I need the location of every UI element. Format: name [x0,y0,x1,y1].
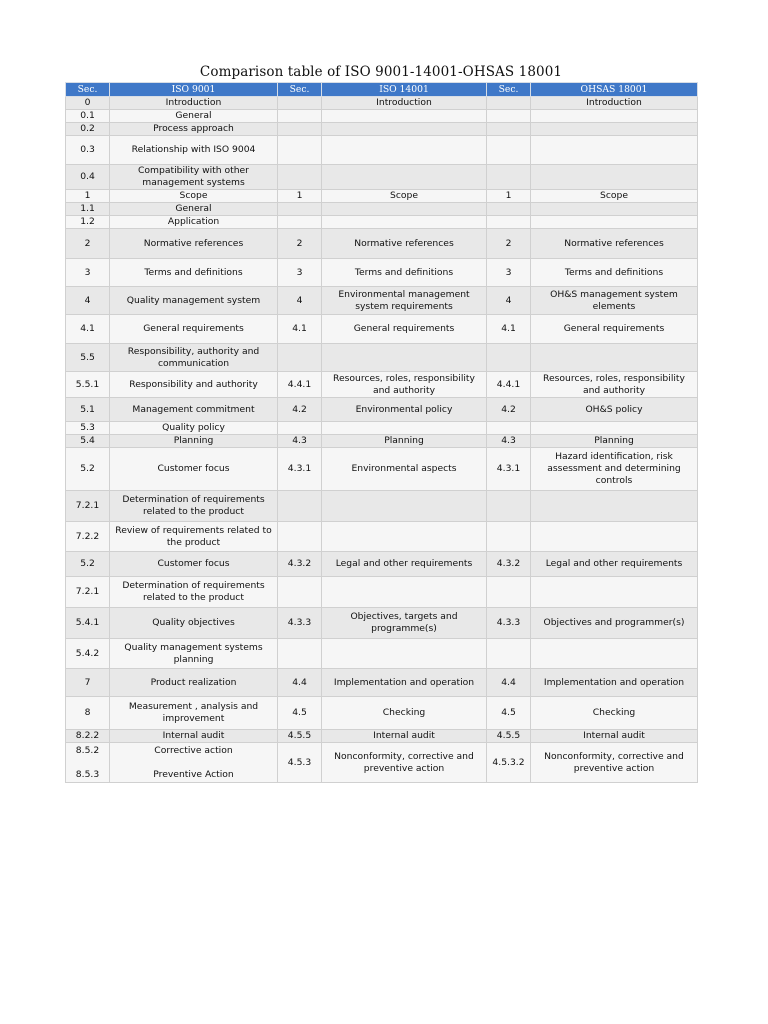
ohsas18001-clause-cell: Objectives and programmer(s) [531,608,698,639]
iso14001-clause-cell: Environmental aspects [322,448,487,491]
iso14001-clause-cell: Resources, roles, responsibility and authority [322,372,487,398]
iso14001-clause-cell: Objectives, targets and programme(s) [322,608,487,639]
ohsas18001-clause-cell [531,123,698,136]
table-row [66,229,698,259]
ohsas18001-clause-cell [531,577,698,608]
table-row [66,639,698,669]
table-row [66,97,698,110]
column-header: ISO 14001 [322,83,487,97]
ohsas18001-section-cell [487,639,531,669]
iso14001-clause-cell: Introduction [322,97,487,110]
iso14001-section-cell [278,136,322,165]
ohsas18001-section-cell [487,123,531,136]
iso9001-section-cell: 5.1 [66,398,110,422]
iso14001-clause-cell [322,639,487,669]
ohsas18001-clause-cell [531,422,698,435]
table-row [66,216,698,229]
iso14001-section-cell: 4.1 [278,315,322,344]
iso9001-section-cell: 1.2 [66,216,110,229]
iso9001-section-cell: 7.2.2 [66,522,110,552]
iso14001-clause-cell [322,216,487,229]
ohsas18001-clause-cell: Scope [531,190,698,203]
iso9001-clause-cell: Terms and definitions [110,259,278,287]
ohsas18001-section-cell [487,203,531,216]
iso9001-section-cell: 0.4 [66,165,110,190]
iso14001-section-cell [278,639,322,669]
table-row [66,422,698,435]
iso9001-clause-cell: Quality objectives [110,608,278,639]
table-row [66,577,698,608]
table-row [66,165,698,190]
iso9001-section-cell: 5.4.2 [66,639,110,669]
iso9001-section-cell: 5.5.1 [66,372,110,398]
iso14001-clause-cell [322,577,487,608]
iso9001-section-cell [66,743,110,783]
ohsas18001-section-cell: 4.5.3.2 [487,743,531,783]
iso9001-clause-cell: Customer focus [110,552,278,577]
iso9001-section-cell: 3 [66,259,110,287]
iso14001-section-cell: 3 [278,259,322,287]
iso9001-section-cell: 7.2.1 [66,577,110,608]
iso9001-section-cell: 0.3 [66,136,110,165]
iso14001-clause-cell: Environmental management system requirements [322,287,487,315]
table-row [66,491,698,522]
ohsas18001-section-cell: 4.3.2 [487,552,531,577]
iso9001-section-cell: 1.1 [66,203,110,216]
iso9001-clause-cell: Application [110,216,278,229]
iso9001-section-cell: 4.1 [66,315,110,344]
table-row [66,190,698,203]
ohsas18001-section-cell [487,422,531,435]
ohsas18001-section-cell: 4.5.5 [487,730,531,743]
iso9001-clause-cell: Normative references [110,229,278,259]
iso14001-clause-cell: Environmental policy [322,398,487,422]
iso14001-section-cell: 4.4 [278,669,322,697]
iso9001-section-cell: 8 [66,697,110,730]
table-row [66,697,698,730]
iso14001-section-cell: 4.3.3 [278,608,322,639]
ohsas18001-clause-cell: Introduction [531,97,698,110]
ohsas18001-section-cell [487,136,531,165]
iso14001-clause-cell [322,522,487,552]
table-row [66,259,698,287]
column-header: Sec. [487,83,531,97]
table-row [66,315,698,344]
ohsas18001-clause-cell: Hazard identification, risk assessment and determining controls [531,448,698,491]
iso9001-section-cell: 7.2.1 [66,491,110,522]
iso14001-section-cell: 4.5 [278,697,322,730]
iso9001-clause-cell: Compatibility with other management systems [110,165,278,190]
iso14001-clause-cell [322,491,487,522]
ohsas18001-section-cell: 4.4.1 [487,372,531,398]
iso9001-section-cell: 7 [66,669,110,697]
iso9001-section-cell: 5.4 [66,435,110,448]
iso14001-clause-cell: Legal and other requirements [322,552,487,577]
table-row [66,435,698,448]
iso14001-section-cell [278,344,322,372]
column-header: Sec. [278,83,322,97]
iso14001-clause-cell: Checking [322,697,487,730]
ohsas18001-clause-cell: Nonconformity, corrective and preventive action [531,743,698,783]
iso9001-clause-cell: Customer focus [110,448,278,491]
ohsas18001-clause-cell: Normative references [531,229,698,259]
iso9001-clause-cell: Quality management system [110,287,278,315]
iso14001-clause-cell: General requirements [322,315,487,344]
ohsas18001-section-cell [487,491,531,522]
table-row [66,730,698,743]
ohsas18001-clause-cell: Resources, roles, responsibility and authority [531,372,698,398]
iso9001-section-cell: 5.3 [66,422,110,435]
ohsas18001-clause-cell [531,522,698,552]
iso14001-clause-cell: Nonconformity, corrective and preventive action [322,743,487,783]
iso14001-clause-cell [322,123,487,136]
ohsas18001-section-cell [487,577,531,608]
iso14001-section-cell [278,97,322,110]
ohsas18001-clause-cell: Internal audit [531,730,698,743]
table-row [66,448,698,491]
iso14001-section-cell [278,577,322,608]
iso14001-clause-cell [322,203,487,216]
iso9001-section-cell: 1 [66,190,110,203]
iso9001-clause-cell: Review of requirements related to the product [110,522,278,552]
table-row [66,398,698,422]
column-header: Sec. [66,83,110,97]
ohsas18001-clause-cell [531,491,698,522]
iso9001-clause-cell: Scope [110,190,278,203]
ohsas18001-clause-cell [531,639,698,669]
ohsas18001-section-cell: 4.3 [487,435,531,448]
iso14001-section-cell: 4.2 [278,398,322,422]
iso9001-clause-cell: Product realization [110,669,278,697]
ohsas18001-clause-cell: General requirements [531,315,698,344]
comparison-table [65,82,698,783]
iso9001-section-cell: 0.1 [66,110,110,123]
iso14001-section-cell: 4.3 [278,435,322,448]
iso14001-section-cell [278,165,322,190]
ohsas18001-section-cell: 4 [487,287,531,315]
table-row [66,608,698,639]
iso9001-section-cell: 5.2 [66,448,110,491]
ohsas18001-section-cell: 2 [487,229,531,259]
iso9001-clause-cell: Internal audit [110,730,278,743]
iso14001-clause-cell [322,344,487,372]
ohsas18001-section-cell: 1 [487,190,531,203]
iso14001-section-cell: 4.5.3 [278,743,322,783]
ohsas18001-clause-cell [531,216,698,229]
ohsas18001-clause-cell [531,110,698,123]
ohsas18001-section-cell: 4.1 [487,315,531,344]
iso14001-section-cell [278,522,322,552]
table-header-row [66,83,698,97]
iso14001-clause-cell: Internal audit [322,730,487,743]
ohsas18001-section-cell [487,165,531,190]
iso9001-clause-cell: Quality policy [110,422,278,435]
iso14001-section-cell: 4.4.1 [278,372,322,398]
table-row [66,522,698,552]
table-row [66,203,698,216]
ohsas18001-clause-cell: Checking [531,697,698,730]
iso9001-clause-cell: Responsibility, authority and communication [110,344,278,372]
ohsas18001-section-cell: 4.4 [487,669,531,697]
iso14001-section-cell [278,216,322,229]
page-title: Comparison table of ISO 9001-14001-OHSAS 18001 [199,64,563,80]
table-row [66,669,698,697]
iso9001-section-cell: 2 [66,229,110,259]
iso9001-clause-cell: General [110,110,278,123]
iso14001-section-cell [278,123,322,136]
iso9001-clause-cell [110,743,278,783]
ohsas18001-clause-cell: Legal and other requirements [531,552,698,577]
ohsas18001-clause-cell: Implementation and operation [531,669,698,697]
table-row [66,110,698,123]
iso9001-section-cell: 0.2 [66,123,110,136]
iso9001-section-cell: 8.2.2 [66,730,110,743]
iso9001-clause-cell: Introduction [110,97,278,110]
ohsas18001-section-cell: 4.2 [487,398,531,422]
ohsas18001-clause-cell: Terms and definitions [531,259,698,287]
ohsas18001-clause-cell: OH&S management system elements [531,287,698,315]
iso9001-clause-cell: Quality management systems planning [110,639,278,669]
iso9001-section-corrective: 8.5.2 [75,744,100,756]
iso9001-section-cell: 5.5 [66,344,110,372]
ohsas18001-section-cell: 4.3.3 [487,608,531,639]
iso14001-section-cell: 2 [278,229,322,259]
iso9001-section-preventive: 8.5.3 [75,768,100,780]
iso9001-clause-cell: Determination of requirements related to the product [110,491,278,522]
iso9001-clause-preventive: Preventive Action [153,768,234,780]
iso9001-clause-corrective: Corrective action [154,744,233,756]
table-row [66,344,698,372]
iso9001-clause-cell: Determination of requirements related to the product [110,577,278,608]
table-row [66,372,698,398]
ohsas18001-section-cell: 4.5 [487,697,531,730]
iso9001-clause-cell: General [110,203,278,216]
iso14001-clause-cell: Planning [322,435,487,448]
table-row [66,552,698,577]
iso9001-section-cell: 5.4.1 [66,608,110,639]
ohsas18001-clause-cell [531,344,698,372]
iso9001-clause-cell: Responsibility and authority [110,372,278,398]
ohsas18001-section-cell [487,216,531,229]
iso14001-section-cell: 4.5.5 [278,730,322,743]
iso14001-clause-cell [322,136,487,165]
iso9001-clause-cell: Planning [110,435,278,448]
iso9001-section-cell: 5.2 [66,552,110,577]
table-row [66,136,698,165]
iso9001-clause-cell: Process approach [110,123,278,136]
iso9001-clause-cell: General requirements [110,315,278,344]
ohsas18001-section-cell: 4.3.1 [487,448,531,491]
iso14001-clause-cell [322,165,487,190]
ohsas18001-section-cell [487,110,531,123]
iso14001-clause-cell [322,422,487,435]
ohsas18001-clause-cell [531,203,698,216]
iso9001-section-cell: 4 [66,287,110,315]
iso9001-clause-cell: Measurement , analysis and improvement [110,697,278,730]
iso14001-section-cell: 4.3.1 [278,448,322,491]
iso14001-section-cell: 4.3.2 [278,552,322,577]
ohsas18001-section-cell [487,97,531,110]
iso14001-section-cell: 1 [278,190,322,203]
table-row [66,743,698,783]
iso14001-clause-cell [322,110,487,123]
table-row [66,287,698,315]
iso9001-clause-cell: Management commitment [110,398,278,422]
ohsas18001-section-cell [487,344,531,372]
iso14001-clause-cell: Implementation and operation [322,669,487,697]
column-header: OHSAS 18001 [531,83,698,97]
iso14001-section-cell: 4 [278,287,322,315]
iso14001-clause-cell: Normative references [322,229,487,259]
table-row [66,123,698,136]
ohsas18001-clause-cell: Planning [531,435,698,448]
column-header: ISO 9001 [110,83,278,97]
ohsas18001-clause-cell: OH&S policy [531,398,698,422]
iso14001-clause-cell: Terms and definitions [322,259,487,287]
iso14001-clause-cell: Scope [322,190,487,203]
iso14001-section-cell [278,422,322,435]
iso14001-section-cell [278,203,322,216]
ohsas18001-section-cell: 3 [487,259,531,287]
iso14001-section-cell [278,491,322,522]
ohsas18001-clause-cell [531,136,698,165]
ohsas18001-section-cell [487,522,531,552]
iso14001-section-cell [278,110,322,123]
iso9001-section-cell: 0 [66,97,110,110]
iso9001-clause-cell: Relationship with ISO 9004 [110,136,278,165]
ohsas18001-clause-cell [531,165,698,190]
